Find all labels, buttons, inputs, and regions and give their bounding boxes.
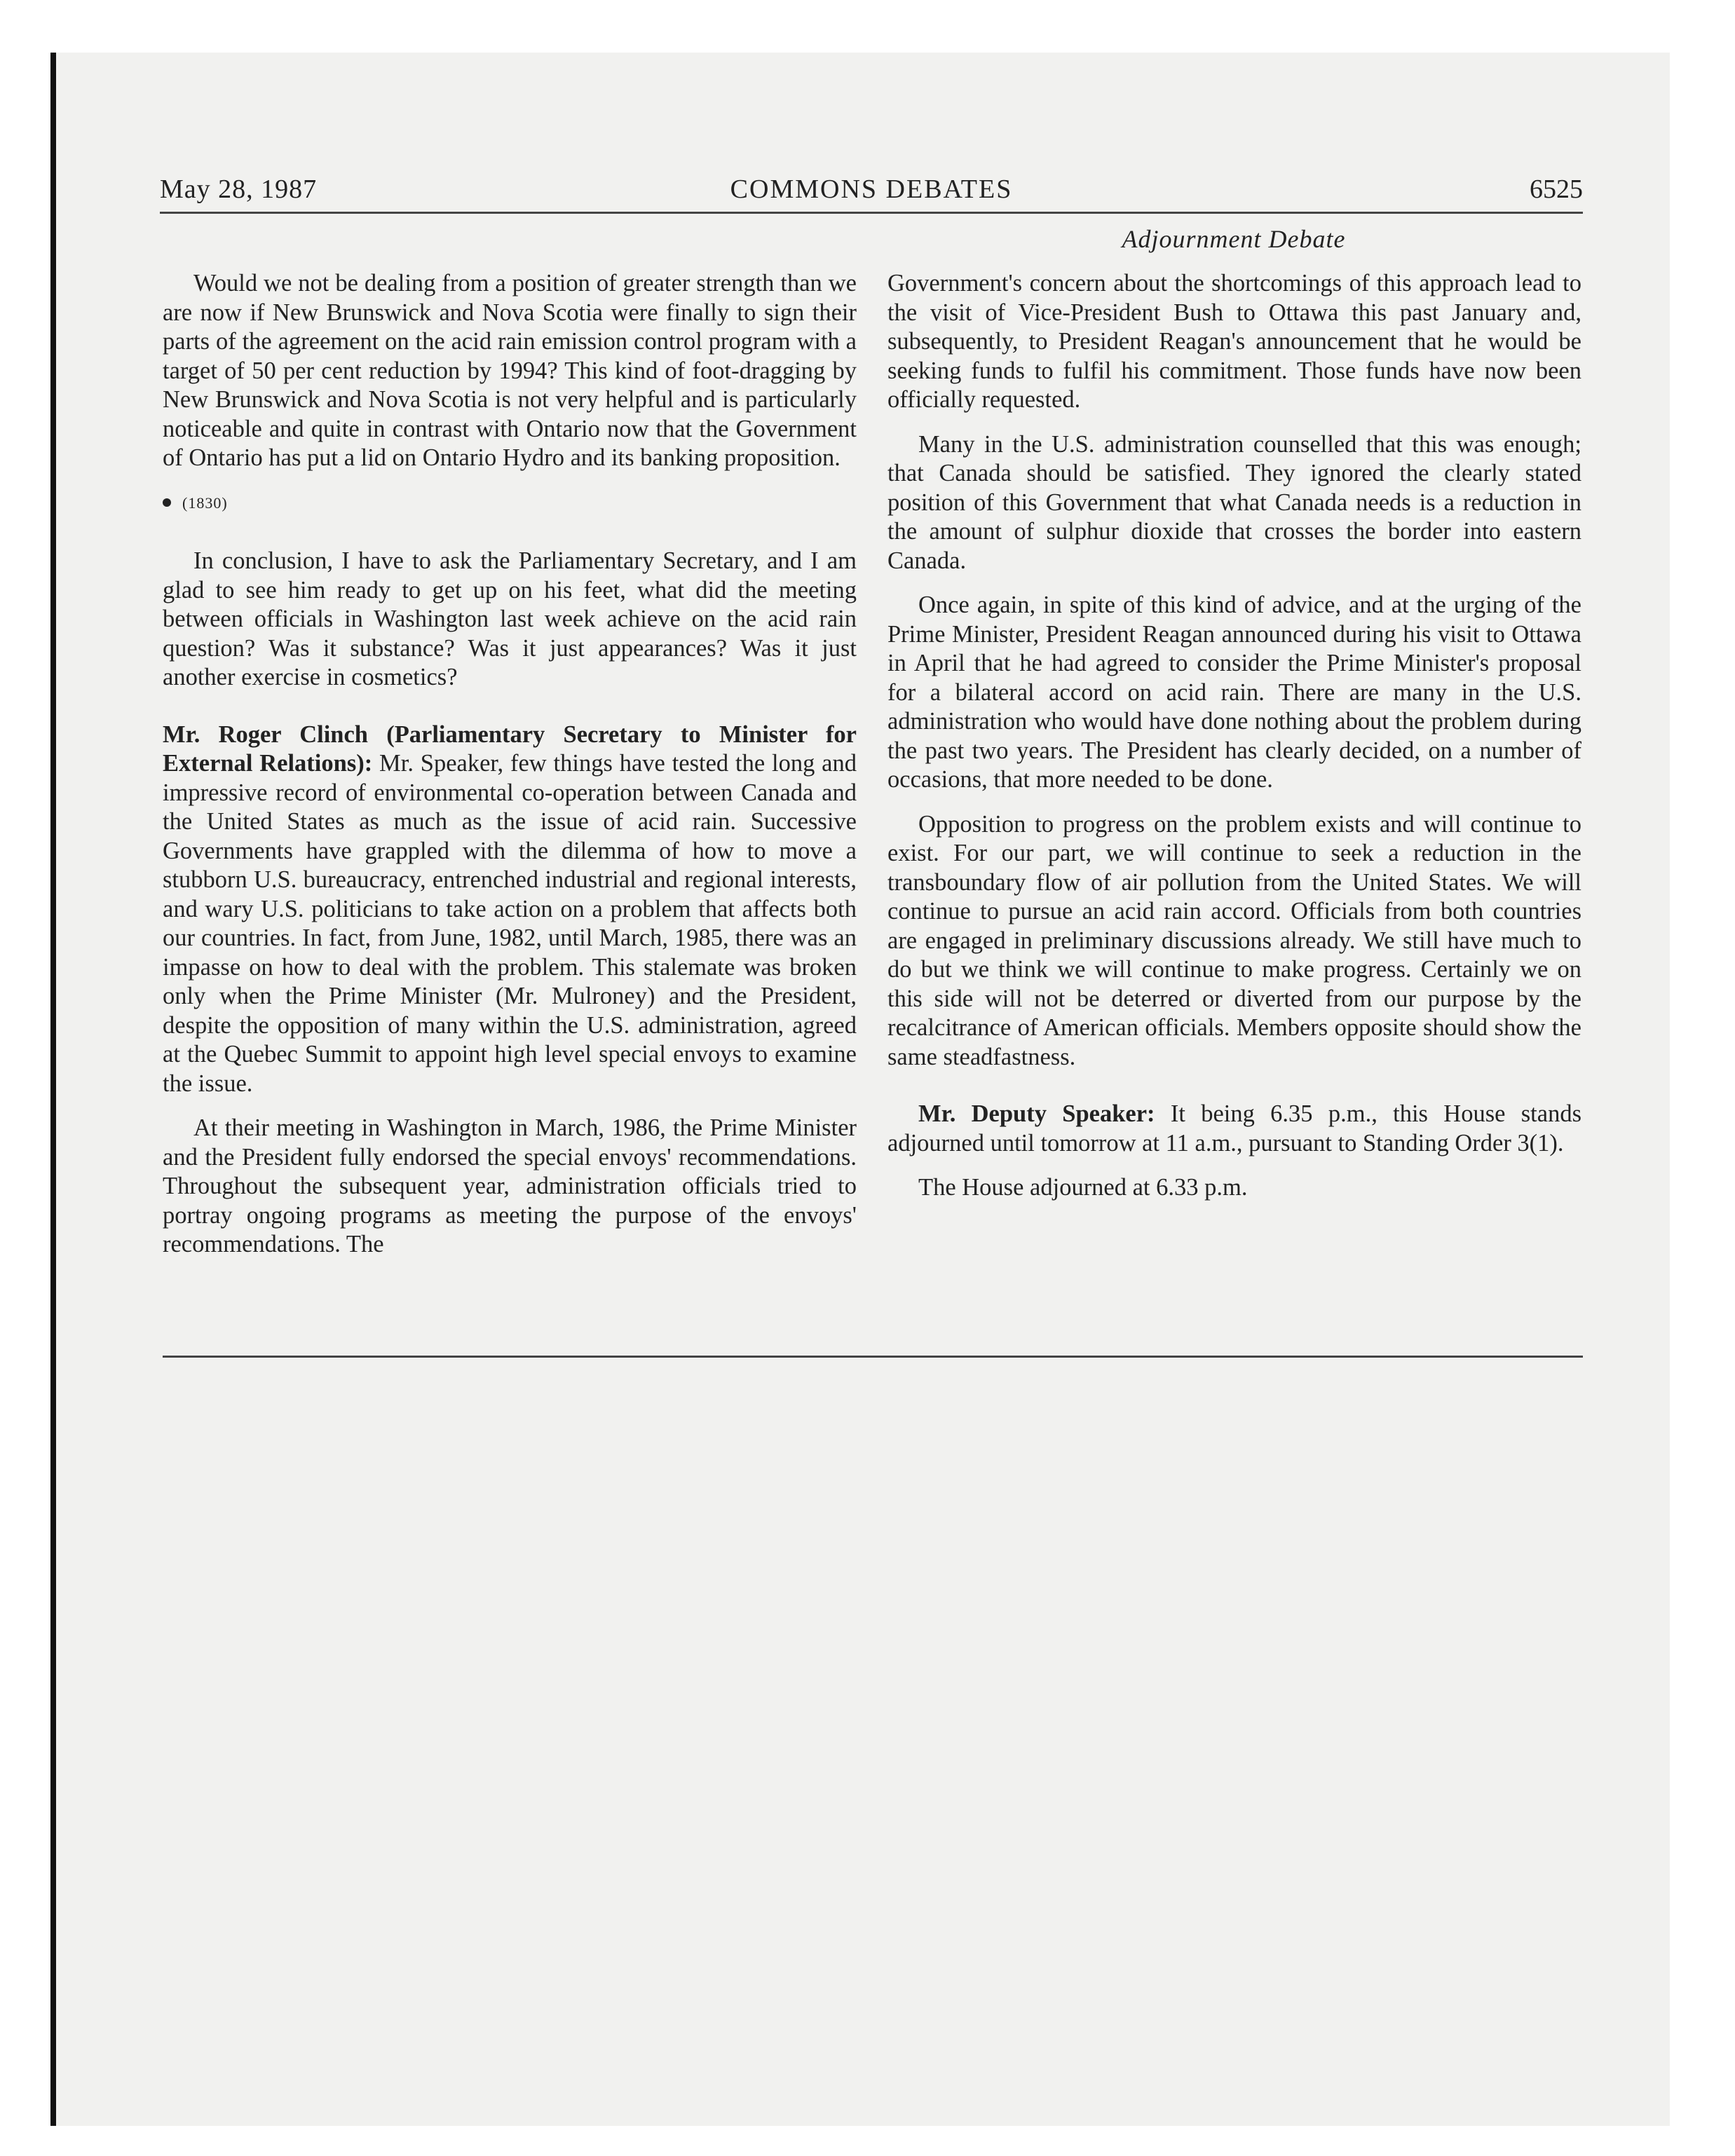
speech-text: Mr. Speaker, few things have tested the long and impressive record of environmental co-operation between Canada and the United States as much as the issue of acid rain. Successive Governments have grappled with the dilemma of how to move a stubborn U.S. bureaucracy, entrenched industrial and regional interests, and wary U.S. politicians to take action on a problem that affects both our countries. In fact, from June, 1982, until March, 1985, there was an impasse on how to deal with the problem. This stalemate was broken only when the Prime Minister (Mr. Mulroney) and the President, despite the opposition of many within the U.S. administration, agreed at the Quebec Summit to appoint high level special envoys to examine the issue.: [163, 750, 857, 1097]
header-publication: COMMONS DEBATES: [730, 175, 1013, 204]
page-header: [160, 172, 1583, 214]
speaker-name: Mr. Roger Clinch (Parliamentary Secretary to Minister for External Relations):: [163, 721, 857, 777]
adjournment-note: The House adjourned at 6.33 p.m.: [918, 1174, 1248, 1201]
header-page-number: 6525: [1530, 175, 1583, 204]
footer-rule: [163, 1356, 1583, 1358]
paragraph: Once again, in spite of this kind of advice, and at the urging of the Prime Minister, President Reagan announced during his visit to Ottawa in April that he had agreed to consider the Prime Minister's proposal for a bilateral accord on acid rain. There are many in the U.S. administration who would have done nothing about the problem during the past two years. The President has clearly decided, on a number of occasions, that more needed to be done.: [887, 592, 1581, 793]
section-title: Adjournment Debate: [1122, 225, 1346, 253]
speech-paragraph: [887, 1100, 1581, 1158]
header-date: May 28, 1987: [160, 175, 318, 204]
paragraph: Many in the U.S. administration counselled that this was enough; that Canada should be satisfied. They ignored the clearly stated position of this Government that what Canada needs is a reduction in the amount of sulphur dioxide that crosses the border into eastern Canada.: [887, 430, 1581, 574]
speaker-name: Mr. Deputy Speaker:: [918, 1100, 1155, 1127]
speech-text: It being 6.35 p.m., this House stands adjourned until tomorrow at 11 a.m., pursuant to Standing Order 3(1).: [887, 1100, 1581, 1157]
right-column: [887, 269, 1581, 1218]
paragraph: At their meeting in Washington in March, 1986, the Prime Minister and the President fully endorsed the special envoys' recommendations. Throughout the subsequent year, administration officials tried to portray ongoing programs as meeting the purpose of the envoys' recommendations. The: [163, 1114, 857, 1257]
paragraph: Opposition to progress on the problem exists and will continue to exist. For our part, we will continue to seek a reduction in the transboundary flow of air pollution from the United States. We will continue to pursue an acid rain accord. Officials from both countries are engaged in preliminary discussions already. We still have much to do but we think we will continue to make progress. Certainly we on this side will not be deterred or diverted from our purpose by the recalcitrance of American officials. Members opposite should show the same steadfastness.: [887, 810, 1581, 1070]
paragraph: Government's concern about the shortcomings of this approach lead to the visit of Vice-President Bush to Ottawa this past January and, subsequently, to President Reagan's announcement that he would be seeking funds to fulfil his commitment. Those funds have now been officially requested.: [887, 270, 1581, 413]
bullet-icon: [163, 498, 171, 507]
scan-edge: [50, 53, 56, 2126]
paragraph: In conclusion, I have to ask the Parliamentary Secretary, and I am glad to see him ready to get up on his feet, what did the meeting between officials in Washington last week achieve on the acid rain question? Was it substance? Was it just appearances? Was it just another exercise in cosmetics?: [163, 547, 857, 690]
speech-paragraph: [163, 721, 857, 1099]
left-column: [163, 269, 857, 1275]
time-marker: [163, 489, 857, 518]
paragraph: Would we not be dealing from a position of greater strength than we are now if New Brunswick and Nova Scotia were finally to sign their parts of the agreement on the acid rain emission control program with a target of 50 per cent reduction by 1994? This kind of foot-dragging by New Brunswick and Nova Scotia is not very helpful and is particularly noticeable and quite in contrast with Ontario now that the Government of Ontario has put a lid on Ontario Hydro and its banking proposition.: [163, 270, 857, 471]
time-marker-text: (1830): [182, 493, 228, 512]
